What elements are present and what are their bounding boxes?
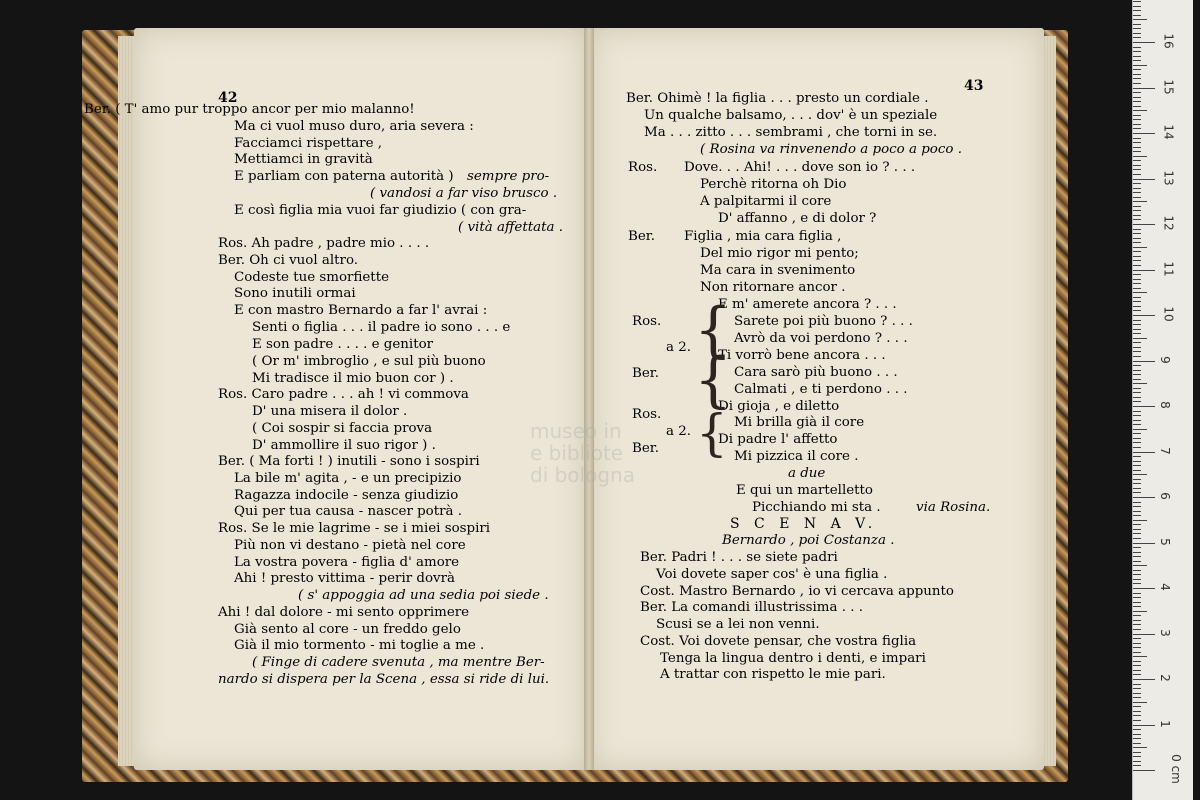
left-text-line: Ros. Caro padre . . . ah ! vi commova bbox=[218, 387, 469, 402]
ruler-label: 16 bbox=[1161, 33, 1176, 49]
ruler-minor-tick bbox=[1133, 206, 1141, 207]
right-text-line: Ti vorrò bene ancora . . . bbox=[718, 348, 886, 363]
right-text-line: Mi pizzica il core . bbox=[734, 449, 859, 464]
left-text-line: Ma ci vuol muso duro, aria severa : bbox=[234, 119, 474, 134]
ruler-minor-tick bbox=[1133, 160, 1141, 161]
ruler-minor-tick bbox=[1133, 606, 1141, 607]
ruler-minor-tick bbox=[1133, 624, 1141, 625]
left-text-line: Ros. Ah padre , padre mio . . . . bbox=[218, 236, 430, 251]
duet-brace-1b: { bbox=[694, 345, 733, 415]
ruler-minor-tick bbox=[1133, 684, 1141, 685]
ruler-minor-tick bbox=[1133, 529, 1141, 530]
right-text-line: Avrò da voi perdono ? . . . bbox=[734, 331, 908, 346]
ruler-minor-tick bbox=[1133, 306, 1141, 307]
ruler-minor-tick bbox=[1133, 65, 1147, 66]
ruler-minor-tick bbox=[1133, 15, 1141, 16]
left-text-line: Ber. ( T' amo pur troppo ancor per mio malanno! bbox=[84, 102, 415, 117]
left-text-line: D' una misera il dolor . bbox=[252, 404, 408, 419]
ruler-minor-tick bbox=[1133, 6, 1141, 7]
ruler-minor-tick bbox=[1133, 342, 1141, 343]
ruler-minor-tick bbox=[1133, 238, 1141, 239]
ruler-minor-tick bbox=[1133, 756, 1141, 757]
right-text-line: Figlia , mia cara figlia , bbox=[684, 229, 842, 244]
ruler-minor-tick bbox=[1133, 538, 1141, 539]
ruler-minor-tick bbox=[1133, 124, 1141, 125]
ruler-minor-tick bbox=[1133, 579, 1141, 580]
ruler-minor-tick bbox=[1133, 743, 1141, 744]
ruler-minor-tick bbox=[1133, 706, 1141, 707]
ruler-minor-tick bbox=[1133, 274, 1141, 275]
ruler-minor-tick bbox=[1133, 10, 1141, 11]
ruler-minor-tick bbox=[1133, 279, 1141, 280]
ruler-minor-tick bbox=[1133, 429, 1147, 430]
right-text-line: ( Rosina va rinvenendo a poco a poco . bbox=[700, 142, 962, 157]
ruler-minor-tick bbox=[1133, 356, 1141, 357]
ruler-tick bbox=[1133, 179, 1155, 180]
ruler-minor-tick bbox=[1133, 483, 1141, 484]
right-text-line: Ros. bbox=[628, 160, 658, 175]
ruler-minor-tick bbox=[1133, 474, 1147, 475]
ruler-minor-tick bbox=[1133, 738, 1141, 739]
ruler-minor-tick bbox=[1133, 533, 1141, 534]
right-text-line: Dove. . . Ahi! . . . dove son io ? . . . bbox=[684, 160, 916, 175]
ruler-label: 11 bbox=[1161, 260, 1176, 277]
ruler-minor-tick bbox=[1133, 583, 1141, 584]
ruler-label: 4 bbox=[1157, 583, 1172, 591]
left-text-line: La vostra povera - figlia d' amore bbox=[234, 555, 460, 570]
ruler-minor-tick bbox=[1133, 260, 1141, 261]
ruler-minor-tick bbox=[1133, 620, 1141, 621]
right-text-line: Perchè ritorna oh Dio bbox=[700, 177, 847, 192]
ruler-minor-tick bbox=[1133, 156, 1147, 157]
left-text-line: ( Finge di cadere svenuta , ma mentre Ber- bbox=[252, 655, 545, 670]
ruler-minor-tick bbox=[1133, 470, 1141, 471]
right-text-line: D' affanno , e di dolor ? bbox=[718, 211, 877, 226]
right-text-line: S C E N A V. bbox=[730, 516, 878, 532]
left-text-line: sempre pro- bbox=[467, 169, 550, 184]
ruler-minor-tick bbox=[1133, 142, 1141, 143]
ruler-label: 0 cm bbox=[1168, 754, 1183, 784]
ruler-minor-tick bbox=[1133, 674, 1141, 675]
right-text-line: Non ritornare ancor . bbox=[700, 280, 846, 295]
right-text-line: Calmati , e ti perdono . . . bbox=[734, 382, 908, 397]
ruler-minor-tick bbox=[1133, 215, 1141, 216]
ruler-minor-tick bbox=[1133, 515, 1141, 516]
ruler-tick bbox=[1133, 770, 1155, 771]
left-text-line: Ros. Se le mie lagrime - se i miei sospiri bbox=[218, 521, 491, 536]
ruler-minor-tick bbox=[1133, 461, 1141, 462]
ruler-tick bbox=[1133, 270, 1155, 271]
ruler-minor-tick bbox=[1133, 688, 1141, 689]
ruler-minor-tick bbox=[1133, 115, 1141, 116]
ruler-minor-tick bbox=[1133, 192, 1141, 193]
left-text-line: Qui per tua causa - nascer potrà . bbox=[234, 504, 463, 519]
right-text-line: Cara sarò più buono . . . bbox=[734, 365, 898, 380]
ruler-minor-tick bbox=[1133, 415, 1141, 416]
ruler-minor-tick bbox=[1133, 420, 1141, 421]
ruler-minor-tick bbox=[1133, 433, 1141, 434]
left-text-line: Sono inutili ormai bbox=[234, 286, 356, 301]
left-text-line: Codeste tue smorfiette bbox=[234, 270, 389, 285]
right-text-line: Di gioja , e diletto bbox=[718, 399, 840, 414]
left-text-line: La bile m' agita , - e un precipizio bbox=[234, 471, 462, 486]
right-text-line: Ber. bbox=[632, 441, 659, 456]
ruler-minor-tick bbox=[1133, 56, 1141, 57]
ruler-minor-tick bbox=[1133, 174, 1141, 175]
right-text-line: Ma . . . zitto . . . sembrami , che torni in se. bbox=[644, 125, 938, 140]
right-text-line: Voi dovete saper cos' è una figlia . bbox=[656, 567, 888, 582]
left-text-line: Già sento al core - un freddo gelo bbox=[234, 622, 461, 637]
ruler-label: 5 bbox=[1157, 537, 1172, 546]
left-text-line: Ahi ! presto vittima - perir dovrà bbox=[234, 571, 455, 586]
ruler-minor-tick bbox=[1133, 611, 1147, 612]
right-text-line: Un qualche balsamo, . . . dov' è un speziale bbox=[644, 108, 938, 123]
left-text-line: nardo si dispera per la Scena , essa si ride di lui. bbox=[218, 672, 550, 687]
ruler-minor-tick bbox=[1133, 524, 1141, 525]
ruler-minor-tick bbox=[1133, 502, 1141, 503]
ruler-minor-tick bbox=[1133, 19, 1147, 20]
ruler-minor-tick bbox=[1133, 83, 1141, 84]
ruler-minor-tick bbox=[1133, 169, 1141, 170]
ruler-minor-tick bbox=[1133, 479, 1141, 480]
ruler-minor-tick bbox=[1133, 442, 1141, 443]
ruler-minor-tick bbox=[1133, 465, 1141, 466]
ruler-minor-tick bbox=[1133, 552, 1141, 553]
right-text-line: Ber. La comandi illustrissima . . . bbox=[640, 600, 863, 615]
ruler-minor-tick bbox=[1133, 456, 1141, 457]
ruler-minor-tick bbox=[1133, 219, 1141, 220]
ruler-minor-tick bbox=[1133, 697, 1141, 698]
left-text-line: Mi tradisce il mio buon cor ) . bbox=[252, 371, 454, 386]
ruler-tick bbox=[1133, 497, 1155, 498]
duet-brace-2: { bbox=[696, 404, 728, 462]
ruler-minor-tick bbox=[1133, 329, 1141, 330]
ruler-label: 2 bbox=[1157, 674, 1172, 682]
ruler-tick bbox=[1133, 725, 1155, 726]
ruler-minor-tick bbox=[1133, 242, 1141, 243]
ruler-minor-tick bbox=[1133, 229, 1141, 230]
ruler-minor-tick bbox=[1133, 602, 1141, 603]
ruler-minor-tick bbox=[1133, 37, 1141, 38]
right-text-line: Mi brilla già il core bbox=[734, 415, 865, 430]
right-text-line: Di padre l' affetto bbox=[718, 432, 838, 447]
ruler-minor-tick bbox=[1133, 301, 1141, 302]
right-text-line: Sarete poi più buono ? . . . bbox=[734, 314, 913, 329]
ruler-minor-tick bbox=[1133, 92, 1141, 93]
ruler-minor-tick bbox=[1133, 320, 1141, 321]
left-text-line: Già il mio tormento - mi toglie a me . bbox=[234, 638, 485, 653]
ruler-minor-tick bbox=[1133, 752, 1141, 753]
ruler-minor-tick bbox=[1133, 310, 1141, 311]
left-text-line: Senti o figlia . . . il padre io sono . . . e bbox=[252, 320, 511, 335]
ruler-minor-tick bbox=[1133, 370, 1141, 371]
ruler-minor-tick bbox=[1133, 520, 1147, 521]
ruler-minor-tick bbox=[1133, 78, 1141, 79]
right-text-line: Ros. bbox=[632, 407, 662, 422]
page-edges-left bbox=[118, 36, 134, 766]
ruler-minor-tick bbox=[1133, 183, 1141, 184]
right-text-line: E m' amerete ancora ? . . . bbox=[718, 297, 897, 312]
ruler-minor-tick bbox=[1133, 665, 1141, 666]
ruler-minor-tick bbox=[1133, 138, 1141, 139]
ruler-label: 14 bbox=[1161, 124, 1176, 140]
ruler-minor-tick bbox=[1133, 288, 1141, 289]
ruler-minor-tick bbox=[1133, 670, 1141, 671]
ruler-minor-tick bbox=[1133, 388, 1141, 389]
ruler-minor-tick bbox=[1133, 247, 1147, 248]
ruler-label: 13 bbox=[1161, 169, 1176, 186]
ruler-minor-tick bbox=[1133, 401, 1141, 402]
ruler-minor-tick bbox=[1133, 638, 1141, 639]
ruler-minor-tick bbox=[1133, 265, 1141, 266]
ruler-minor-tick bbox=[1133, 652, 1141, 653]
ruler-minor-tick bbox=[1133, 151, 1141, 152]
ruler-label: 8 bbox=[1157, 401, 1172, 409]
ruler-label: 7 bbox=[1157, 446, 1172, 455]
ruler-minor-tick bbox=[1133, 33, 1141, 34]
ruler-minor-tick bbox=[1133, 106, 1141, 107]
ruler-label: 12 bbox=[1161, 215, 1176, 231]
ruler-minor-tick bbox=[1133, 1, 1141, 2]
ruler-minor-tick bbox=[1133, 656, 1147, 657]
ruler-label: 9 bbox=[1157, 355, 1172, 364]
ruler-tick bbox=[1133, 224, 1155, 225]
right-text-line: Cost. Mastro Bernardo , io vi cercava appunto bbox=[640, 584, 954, 599]
ruler-label: 6 bbox=[1157, 492, 1172, 500]
ruler-minor-tick bbox=[1133, 729, 1141, 730]
book-gutter bbox=[584, 28, 594, 770]
ruler-minor-tick bbox=[1133, 69, 1141, 70]
ruler-label: 10 bbox=[1161, 306, 1176, 322]
left-text-line: ( Coi sospir si faccia prova bbox=[252, 421, 433, 436]
ruler-minor-tick bbox=[1133, 297, 1141, 298]
left-text-line: ( s' appoggia ad una sedia poi siede . bbox=[298, 588, 549, 603]
left-text-line: D' ammollire il suo rigor ) . bbox=[252, 438, 436, 453]
ruler-minor-tick bbox=[1133, 556, 1141, 557]
right-text-line: A palpitarmi il core bbox=[700, 194, 832, 209]
right-text-line: Ber. bbox=[632, 366, 659, 381]
ruler-minor-tick bbox=[1133, 51, 1141, 52]
ruler-label: 15 bbox=[1161, 78, 1176, 95]
ruler-tick bbox=[1133, 588, 1155, 589]
left-text-line: E così figlia mia vuoi far giudizio ( con gra- bbox=[234, 203, 527, 218]
ruler-minor-tick bbox=[1133, 24, 1141, 25]
ruler-tick bbox=[1133, 315, 1155, 316]
ruler-minor-tick bbox=[1133, 210, 1141, 211]
ruler-tick bbox=[1133, 42, 1155, 43]
ruler-minor-tick bbox=[1133, 574, 1141, 575]
right-text-line: Cost. Voi dovete pensar, che vostra figlia bbox=[640, 634, 917, 649]
left-text-line: Facciamci rispettare , bbox=[234, 136, 383, 151]
ruler-minor-tick bbox=[1133, 365, 1141, 366]
ruler-minor-tick bbox=[1133, 119, 1141, 120]
ruler-minor-tick bbox=[1133, 147, 1141, 148]
ruler-minor-tick bbox=[1133, 333, 1141, 334]
left-text-line: Ahi ! dal dolore - mi sento opprimere bbox=[218, 605, 470, 620]
ruler-tick bbox=[1133, 133, 1155, 134]
ruler-minor-tick bbox=[1133, 511, 1141, 512]
left-text-line: Ragazza indocile - senza giudizio bbox=[234, 488, 459, 503]
ruler-minor-tick bbox=[1133, 492, 1141, 493]
ruler-minor-tick bbox=[1133, 251, 1141, 252]
right-text-line: Ber. Padri ! . . . se siete padri bbox=[640, 550, 838, 565]
right-text-line: Del mio rigor mi pento; bbox=[700, 246, 859, 261]
right-text-line: a 2. bbox=[666, 424, 692, 439]
right-text-line: Ber. bbox=[628, 229, 655, 244]
left-page-number: 42 bbox=[218, 90, 238, 106]
right-text-line: Bernardo , poi Costanza . bbox=[722, 533, 895, 548]
ruler-minor-tick bbox=[1133, 351, 1141, 352]
ruler-tick bbox=[1133, 634, 1155, 635]
left-text-line: Mettiamci in gravità bbox=[234, 152, 373, 167]
ruler-minor-tick bbox=[1133, 747, 1147, 748]
ruler-minor-tick bbox=[1133, 570, 1141, 571]
ruler-minor-tick bbox=[1133, 338, 1147, 339]
ruler-tick bbox=[1133, 88, 1155, 89]
ruler-minor-tick bbox=[1133, 715, 1141, 716]
right-text-line: A trattar con rispetto le mie pari. bbox=[660, 667, 886, 682]
left-text-line: Ber. Oh ci vuol altro. bbox=[218, 253, 359, 268]
watermark: museo in e bibliote di bologna bbox=[530, 419, 635, 487]
left-text-line: Più non vi destano - pietà nel core bbox=[234, 538, 466, 553]
ruler-minor-tick bbox=[1133, 597, 1141, 598]
ruler-tick bbox=[1133, 543, 1155, 544]
ruler-tick bbox=[1133, 406, 1155, 407]
right-text-line: a due bbox=[788, 466, 826, 481]
ruler-minor-tick bbox=[1133, 720, 1141, 721]
left-text-line: Ber. ( Ma forti ! ) inutili - sono i sospiri bbox=[218, 454, 480, 469]
ruler-minor-tick bbox=[1133, 447, 1141, 448]
left-text-line: E con mastro Bernardo a far l' avrai : bbox=[234, 303, 488, 318]
measuring-ruler bbox=[1132, 0, 1193, 800]
ruler-minor-tick bbox=[1133, 347, 1141, 348]
ruler-minor-tick bbox=[1133, 702, 1147, 703]
right-text-line: Ros. bbox=[632, 314, 662, 329]
ruler-minor-tick bbox=[1133, 233, 1141, 234]
right-text-line: Picchiando mi sta . bbox=[752, 500, 881, 515]
ruler-minor-tick bbox=[1133, 506, 1141, 507]
right-text-line: E qui un martelletto bbox=[736, 483, 873, 498]
ruler-tick bbox=[1133, 679, 1155, 680]
ruler-minor-tick bbox=[1133, 60, 1141, 61]
ruler-minor-tick bbox=[1133, 629, 1141, 630]
right-text-line: via Rosina. bbox=[916, 500, 991, 515]
right-text-line: Ma cara in svenimento bbox=[700, 263, 856, 278]
ruler-minor-tick bbox=[1133, 593, 1141, 594]
left-text-line: ( Or m' imbroglio , e sul più buono bbox=[252, 354, 486, 369]
ruler-minor-tick bbox=[1133, 711, 1141, 712]
ruler-minor-tick bbox=[1133, 379, 1141, 380]
ruler-minor-tick bbox=[1133, 101, 1141, 102]
ruler-minor-tick bbox=[1133, 561, 1141, 562]
ruler-label: 1 bbox=[1157, 719, 1172, 728]
ruler-minor-tick bbox=[1133, 97, 1141, 98]
right-page-number: 43 bbox=[964, 78, 984, 94]
ruler-minor-tick bbox=[1133, 547, 1141, 548]
ruler-minor-tick bbox=[1133, 643, 1141, 644]
left-text-line: E son padre . . . . e genitor bbox=[252, 337, 434, 352]
ruler-minor-tick bbox=[1133, 197, 1141, 198]
ruler-tick bbox=[1133, 361, 1155, 362]
ruler-minor-tick bbox=[1133, 74, 1141, 75]
ruler-minor-tick bbox=[1133, 188, 1141, 189]
ruler-minor-tick bbox=[1133, 128, 1141, 129]
ruler-minor-tick bbox=[1133, 734, 1141, 735]
ruler-minor-tick bbox=[1133, 661, 1141, 662]
ruler-minor-tick bbox=[1133, 397, 1141, 398]
ruler-minor-tick bbox=[1133, 392, 1141, 393]
ruler-minor-tick bbox=[1133, 488, 1141, 489]
left-text-line: E parliam con paterna autorità ) bbox=[234, 169, 454, 184]
ruler-minor-tick bbox=[1133, 693, 1141, 694]
duet-brace-1a: { bbox=[694, 295, 733, 365]
ruler-minor-tick bbox=[1133, 324, 1141, 325]
ruler-minor-tick bbox=[1133, 765, 1141, 766]
ruler-minor-tick bbox=[1133, 565, 1147, 566]
ruler-minor-tick bbox=[1133, 761, 1141, 762]
ruler-minor-tick bbox=[1133, 165, 1141, 166]
left-text-line: ( vandosi a far viso brusco . bbox=[370, 186, 558, 201]
left-text-line: ( vità affettata . bbox=[458, 220, 563, 235]
ruler-minor-tick bbox=[1133, 110, 1147, 111]
right-text-line: Tenga la lingua dentro i denti, e impari bbox=[660, 651, 926, 666]
ruler-minor-tick bbox=[1133, 283, 1141, 284]
ruler-minor-tick bbox=[1133, 615, 1141, 616]
ruler-minor-tick bbox=[1133, 424, 1141, 425]
right-text-line: Ber. Ohimè ! la figlia . . . presto un cordiale . bbox=[626, 91, 929, 106]
ruler-minor-tick bbox=[1133, 47, 1141, 48]
ruler-tick bbox=[1133, 452, 1155, 453]
ruler-minor-tick bbox=[1133, 28, 1141, 29]
right-text-line: a 2. bbox=[666, 340, 692, 355]
right-text-line: Scusi se a lei non venni. bbox=[656, 617, 820, 632]
ruler-minor-tick bbox=[1133, 292, 1147, 293]
ruler-minor-tick bbox=[1133, 256, 1141, 257]
ruler-minor-tick bbox=[1133, 647, 1141, 648]
ruler-label: 3 bbox=[1157, 628, 1172, 637]
ruler-minor-tick bbox=[1133, 411, 1141, 412]
ruler-minor-tick bbox=[1133, 438, 1141, 439]
ruler-minor-tick bbox=[1133, 374, 1141, 375]
ruler-minor-tick bbox=[1133, 383, 1147, 384]
ruler-minor-tick bbox=[1133, 201, 1147, 202]
